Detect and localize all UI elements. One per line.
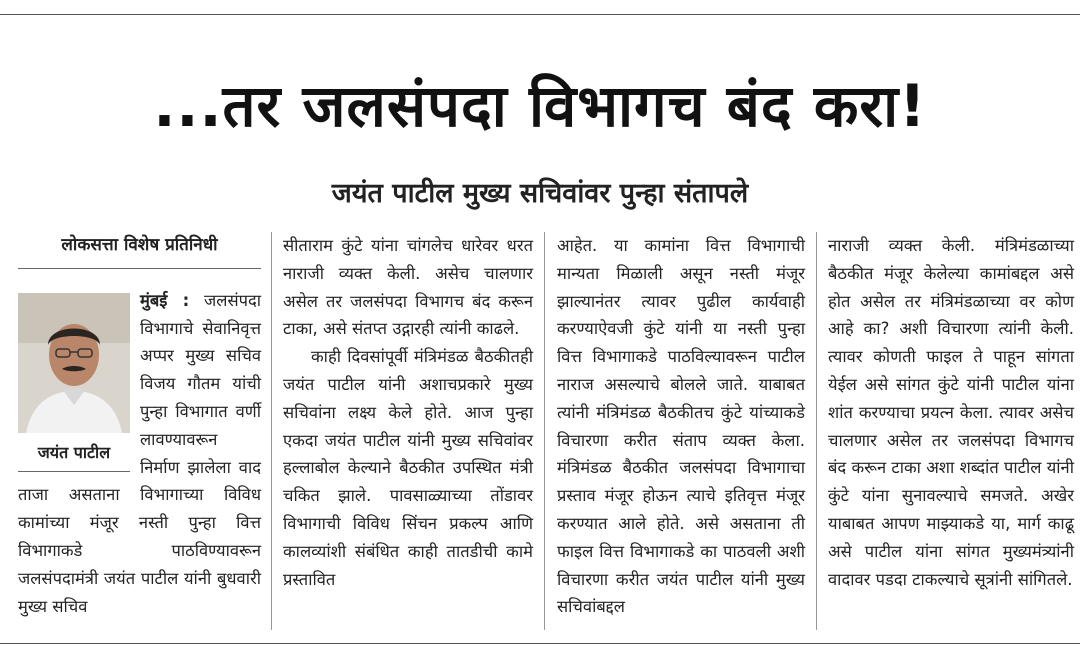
dateline: मुंबई :	[140, 290, 190, 310]
column-divider	[271, 232, 272, 630]
column-2	[283, 232, 533, 593]
column-2-paragraph-2: काही दिवसांपूर्वी मंत्रिमंडळ बैठकीतही जयंत पाटील यांनी अशाचप्रकारे मुख्य सचिवांना लक्ष्य केले होते. आज पुन्हा एकदा जयंत पाटील यांनी मुख्य सचिवांवर हल्लाबोल केल्याने बैठकीत उपस्थित मंत्री चकित झाले. पावसाळ्याच्या तोंडावर विभागाची विविध सिंचन प्रकल्प आणि कालव्यांशी संबंधित काही तातडीची कामे प्रस्तावित	[283, 347, 533, 589]
photo-caption: जयंत पाटील	[18, 433, 130, 472]
photo-box	[18, 293, 130, 472]
top-rule	[0, 14, 1080, 15]
headline: ...तर जलसंपदा विभागच बंद करा!	[153, 72, 927, 140]
column-divider	[816, 232, 817, 630]
column-divider	[544, 232, 545, 630]
column-3	[557, 232, 805, 621]
byline: लोकसत्ता विशेष प्रतिनिधी	[18, 232, 261, 269]
column-4-paragraph-1: नाराजी व्यक्त केली. मंत्रिमंडळाच्या बैठकीत मंजूर केलेल्या कामांबद्दल असे होत असेल तर मंत्रिमंडळाच्या वर कोण आहे का? अशी विचारणा त्यांनी केली. त्यावर कोणती फाइल ते पाहून सांगता येईल असे सांगत कुंटे यांनी पाटील यांना शांत करण्याचा प्रयत्न केला. त्यावर असेच चालणार असेल तर जलसंपदा विभागच बंद करून टाका अशा शब्दांत पाटील यांनी कुंटे यांना सुनावल्याचे समजते. अखेर याबाबत आपण माझ्याकडे या, मार्ग काढू असे पाटील यांना सांगत मुख्यमंत्र्यांनी वादावर पडदा टाकल्याचे सूत्रांनी सांगितले.	[828, 236, 1074, 589]
column-1	[18, 232, 261, 620]
column-4	[828, 232, 1074, 593]
column-1-text: जलसंपदा विभागाचे सेवानिवृत्त अप्पर मुख्य सचिव विजय गौतम यांची पुन्हा विभागात वर्णी लावण्यावरून निर्माण झालेला वाद ताजा असताना विभागाच्या विविध कामांच्या मंजूर नस्ती पुन्हा वित्त विभागाकडे पाठविण्यावरून जलसंपदामंत्री जयंत पाटील यांनी बुधवारी मुख्य सचिव	[18, 290, 262, 616]
subheadline: जयंत पाटील मुख्य सचिवांवर पुन्हा संतापले	[331, 178, 749, 209]
portrait-photo	[18, 293, 130, 433]
bottom-rule	[0, 643, 1080, 644]
column-2-paragraph-1: सीताराम कुंटे यांना चांगलेच धारेवर धरत नाराजी व्यक्त केली. असेच चालणार असेल तर जलसंपदा विभागच बंद करून टाका, असे संतप्त उद्गारही त्यांनी काढले.	[283, 236, 533, 339]
column-3-paragraph-1: आहेत. या कामांना वित्त विभागाची मान्यता मिळाली असून नस्ती मंजूर झाल्यानंतर त्यावर पुढील कार्यवाही करण्याऐवजी कुंटे यांनी या नस्ती पुन्हा वित्त विभागाकडे पाठविल्यावरून पाटील नाराज असल्याचे बोलले जाते. याबाबत त्यांनी मंत्रिमंडळ बैठकीतच कुंटे यांच्याकडे विचारणा करीत संताप व्यक्त केला. मंत्रिमंडळ बैठकीत जलसंपदा विभागाचा प्रस्ताव मंजूर होऊन त्याचे इतिवृत्त मंजूर करण्यात आले होते. असे असताना ती फाइल वित्त विभागाकडे का पाठवली अशी विचारणा करीत जयंत पाटील यांनी मुख्य सचिवांबद्दल	[557, 236, 805, 617]
portrait-icon	[18, 293, 130, 433]
